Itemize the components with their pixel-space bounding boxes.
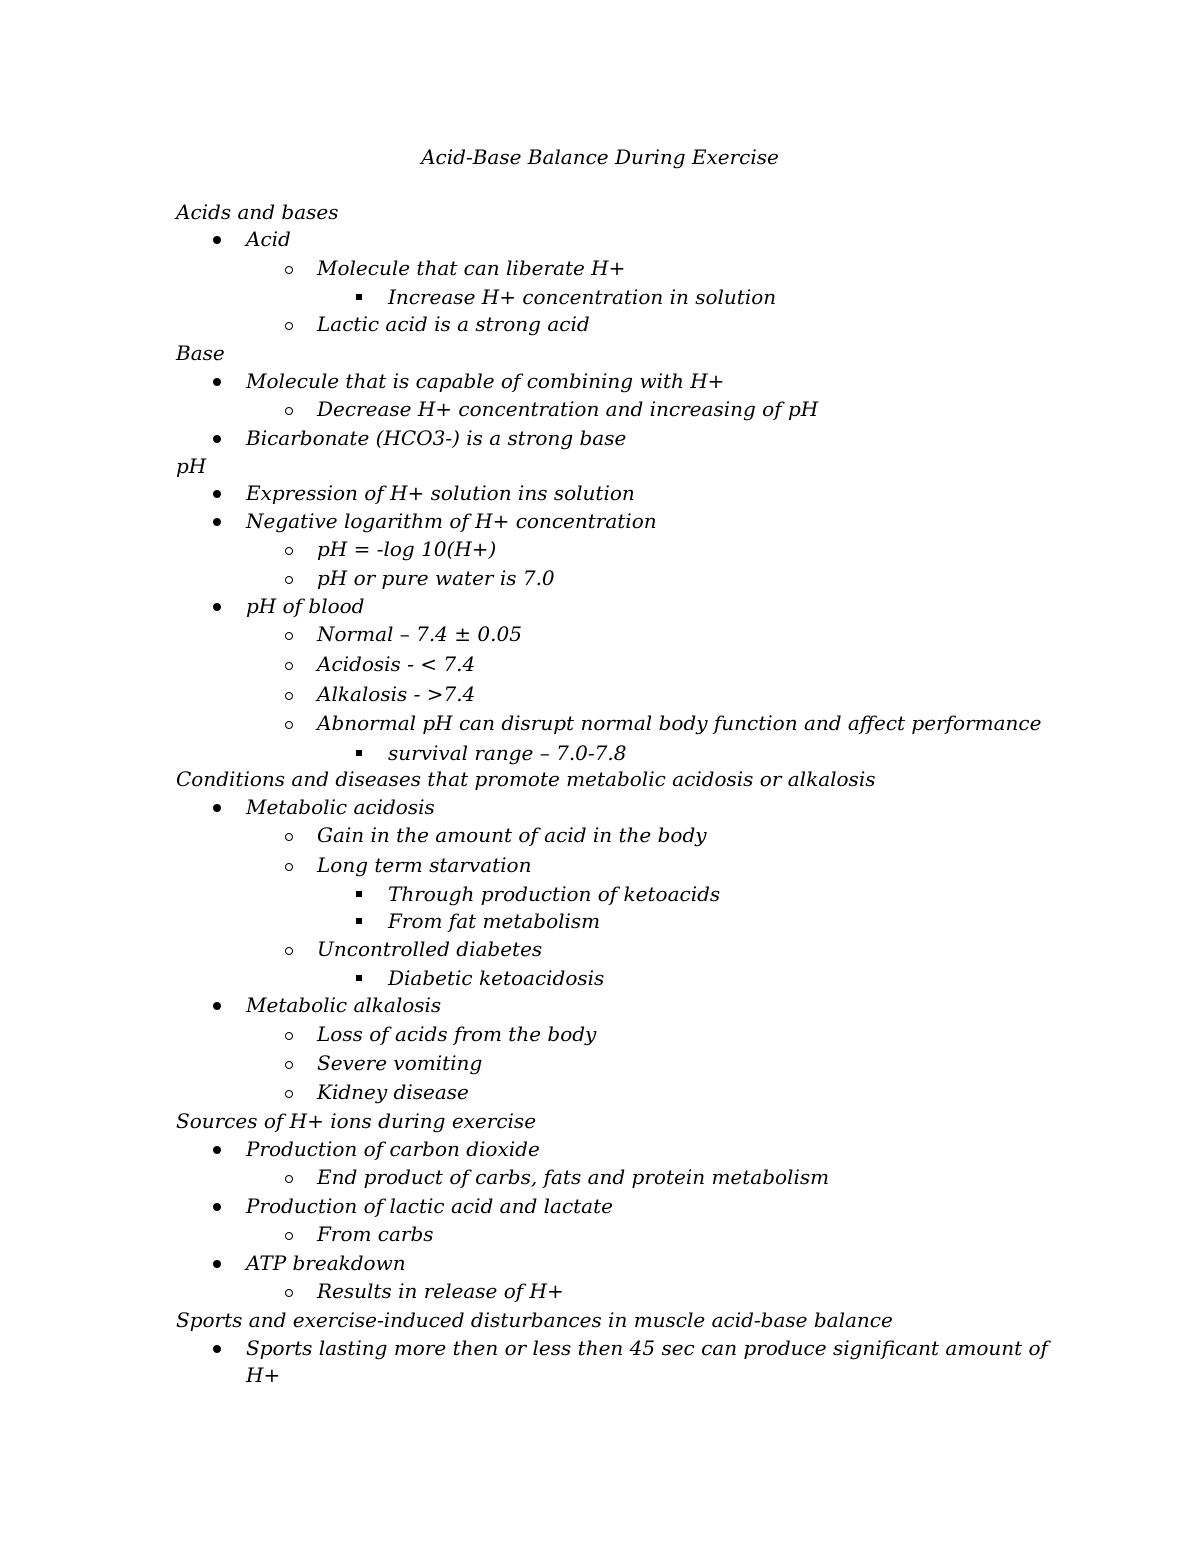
list-item <box>0 1163 1200 1191</box>
list-item-text: Through production of ketoacids <box>388 882 721 906</box>
list-item <box>0 1049 1200 1077</box>
list-item <box>0 535 1200 563</box>
bullet-circle-icon <box>285 1061 293 1069</box>
list-item-text: Normal – 7.4 ± 0.05 <box>317 622 522 646</box>
list-item-text: From carbs <box>317 1222 434 1246</box>
list-item-text: Molecule that can liberate H+ <box>317 256 626 280</box>
list-item <box>0 1249 1200 1277</box>
list-item <box>0 1078 1200 1106</box>
list-item-text: Production of lactic acid and lactate <box>246 1194 613 1218</box>
bullet-circle-icon <box>285 547 293 555</box>
list-item-text: Production of carbon dioxide <box>246 1137 540 1161</box>
list-item <box>0 592 1200 620</box>
section-heading-text: Base <box>176 341 225 365</box>
bullet-circle-icon <box>285 721 293 729</box>
bullet-square-icon <box>356 891 362 897</box>
list-item-text: Gain in the amount of acid in the body <box>317 823 707 847</box>
section-heading <box>0 1107 1200 1135</box>
list-item-text: ATP breakdown <box>246 1251 406 1275</box>
bullet-circle-icon <box>285 407 293 415</box>
bullet-circle-icon <box>285 1289 293 1297</box>
list-item <box>0 395 1200 423</box>
list-item-text: pH = -log 10(H+) <box>317 537 497 561</box>
list-item <box>0 991 1200 1019</box>
bullet-square-icon <box>356 294 362 300</box>
list-item <box>0 964 1200 992</box>
bullet-circle-icon <box>285 692 293 700</box>
list-item-text: H+ <box>246 1363 281 1387</box>
list-item-text: Acid <box>246 227 291 251</box>
list-item-text: Results in release of H+ <box>317 1279 564 1303</box>
list-item <box>0 367 1200 395</box>
list-item <box>0 310 1200 338</box>
list-item-text: pH or pure water is 7.0 <box>317 566 555 590</box>
list-item-text: End product of carbs, fats and protein metabolism <box>317 1165 830 1189</box>
list-item-text: Alkalosis - >7.4 <box>317 682 476 706</box>
list-item <box>0 1192 1200 1220</box>
list-item-text: pH of blood <box>246 594 365 618</box>
section-heading <box>0 452 1200 480</box>
section-heading-text: Acids and bases <box>176 200 339 224</box>
list-item <box>0 1334 1200 1362</box>
bullet-disc-icon <box>213 435 221 443</box>
list-item-text: Abnormal pH can disrupt normal body function and affect performance <box>317 711 1042 735</box>
bullet-square-icon <box>356 918 362 924</box>
list-item <box>0 1135 1200 1163</box>
list-item-text: Long term starvation <box>317 853 532 877</box>
bullet-disc-icon <box>213 1260 221 1268</box>
list-item <box>0 709 1200 737</box>
list-item <box>0 225 1200 253</box>
document-title: Acid-Base Balance During Exercise <box>421 145 779 169</box>
bullet-circle-icon <box>285 1090 293 1098</box>
bullet-circle-icon <box>285 322 293 330</box>
section-heading-text: Sources of H+ ions during exercise <box>176 1109 537 1133</box>
bullet-disc-icon <box>213 603 221 611</box>
list-item-text: Acidosis - < 7.4 <box>317 652 476 676</box>
bullet-disc-icon <box>213 804 221 812</box>
bullet-disc-icon <box>213 378 221 386</box>
list-item <box>0 880 1200 908</box>
list-item-text: Kidney disease <box>317 1080 469 1104</box>
list-item-text: From fat metabolism <box>388 909 601 933</box>
list-item <box>0 680 1200 708</box>
section-heading <box>0 765 1200 793</box>
list-item-text: Bicarbonate (HCO3-) is a strong base <box>246 426 627 450</box>
bullet-square-icon <box>356 750 362 756</box>
bullet-circle-icon <box>285 662 293 670</box>
list-item <box>0 793 1200 821</box>
bullet-circle-icon <box>285 1232 293 1240</box>
section-heading <box>0 1306 1200 1334</box>
list-item <box>0 1361 1200 1389</box>
bullet-disc-icon <box>213 236 221 244</box>
list-item-text: Expression of H+ solution ins solution <box>246 481 635 505</box>
list-item <box>0 254 1200 282</box>
list-item <box>0 283 1200 311</box>
list-item-text: Metabolic acidosis <box>246 795 435 819</box>
list-item <box>0 507 1200 535</box>
list-item <box>0 1220 1200 1248</box>
list-item <box>0 821 1200 849</box>
list-item <box>0 935 1200 963</box>
list-item-text: Increase H+ concentration in solution <box>388 285 777 309</box>
list-item <box>0 851 1200 879</box>
bullet-circle-icon <box>285 863 293 871</box>
bullet-disc-icon <box>213 1203 221 1211</box>
bullet-disc-icon <box>213 1345 221 1353</box>
bullet-circle-icon <box>285 947 293 955</box>
list-item-text: Metabolic alkalosis <box>246 993 442 1017</box>
bullet-disc-icon <box>213 1002 221 1010</box>
section-heading <box>0 198 1200 226</box>
list-item <box>0 564 1200 592</box>
section-heading-text: Sports and exercise-induced disturbances in muscle acid-base balance <box>176 1308 893 1332</box>
list-item <box>0 1020 1200 1048</box>
list-item-text: Negative logarithm of H+ concentration <box>246 509 657 533</box>
list-item-text: Lactic acid is a strong acid <box>317 312 590 336</box>
list-item <box>0 424 1200 452</box>
list-item-text: Decrease H+ concentration and increasing of pH <box>317 397 819 421</box>
list-item-text: Loss of acids from the body <box>317 1022 597 1046</box>
bullet-circle-icon <box>285 1175 293 1183</box>
list-item <box>0 479 1200 507</box>
list-item-text: Sports lasting more then or less then 45 sec can produce significant amount of <box>246 1336 1048 1360</box>
section-heading-text: pH <box>176 454 207 478</box>
bullet-disc-icon <box>213 518 221 526</box>
list-item-text: Diabetic ketoacidosis <box>388 966 605 990</box>
list-item-text: survival range – 7.0-7.8 <box>388 741 627 765</box>
bullet-circle-icon <box>285 1032 293 1040</box>
list-item <box>0 907 1200 935</box>
list-item <box>0 620 1200 648</box>
bullet-circle-icon <box>285 576 293 584</box>
bullet-circle-icon <box>285 266 293 274</box>
list-item <box>0 650 1200 678</box>
bullet-circle-icon <box>285 632 293 640</box>
section-heading-text: Conditions and diseases that promote metabolic acidosis or alkalosis <box>176 767 876 791</box>
section-heading <box>0 339 1200 367</box>
bullet-disc-icon <box>213 490 221 498</box>
list-item <box>0 739 1200 767</box>
bullet-circle-icon <box>285 833 293 841</box>
list-item-text: Severe vomiting <box>317 1051 483 1075</box>
list-item <box>0 1277 1200 1305</box>
list-item-text: Uncontrolled diabetes <box>317 937 543 961</box>
bullet-square-icon <box>356 975 362 981</box>
bullet-disc-icon <box>213 1146 221 1154</box>
list-item-text: Molecule that is capable of combining with H+ <box>246 369 725 393</box>
